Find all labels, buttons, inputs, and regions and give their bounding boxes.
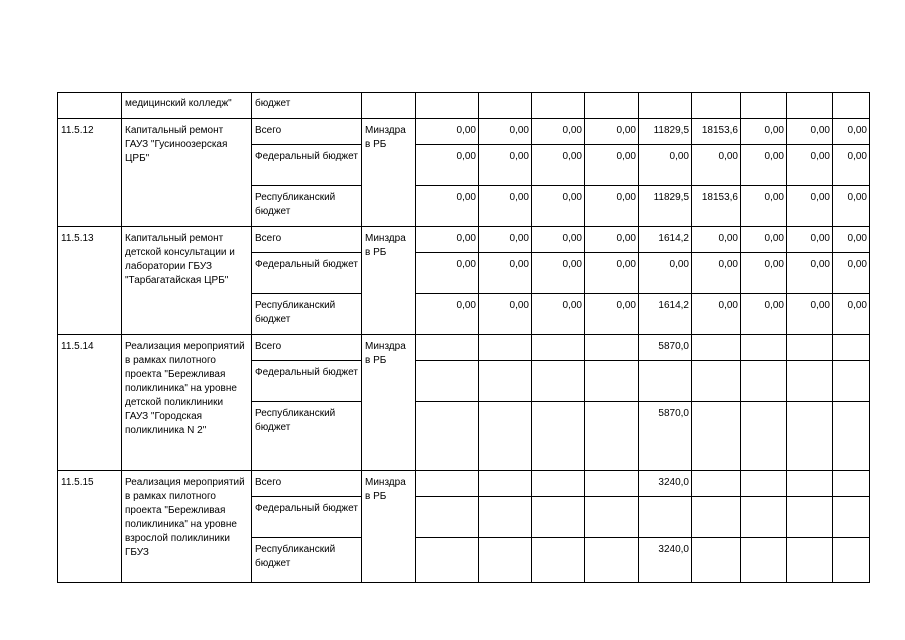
value-cell: 0,00 <box>741 227 787 253</box>
value-cell <box>479 471 532 497</box>
value-cell: 0,00 <box>416 119 479 145</box>
value-cell: 0,00 <box>692 253 741 294</box>
value-cell <box>692 402 741 471</box>
value-cell: 0,00 <box>741 119 787 145</box>
value-cell: 1614,2 <box>639 294 692 335</box>
value-cell <box>692 93 741 119</box>
value-cell: 0,00 <box>787 145 833 186</box>
value-cell: 11829,5 <box>639 186 692 227</box>
value-cell: 0,00 <box>833 145 870 186</box>
table-row <box>58 335 870 361</box>
value-cell <box>416 471 479 497</box>
value-cell <box>787 497 833 538</box>
measure-code-cell: 11.5.12 <box>58 119 122 227</box>
value-cell <box>532 335 585 361</box>
value-cell <box>416 497 479 538</box>
value-cell <box>585 538 639 583</box>
value-cell: 0,00 <box>741 186 787 227</box>
value-cell <box>362 93 416 119</box>
value-cell: 3240,0 <box>639 538 692 583</box>
executor-cell: Минздра в РБ <box>362 227 416 335</box>
value-cell <box>833 538 870 583</box>
value-cell <box>741 361 787 402</box>
value-cell <box>692 471 741 497</box>
value-cell: 0,00 <box>585 294 639 335</box>
table-row <box>58 227 870 253</box>
value-cell <box>787 402 833 471</box>
value-cell: 0,00 <box>585 186 639 227</box>
value-cell: 0,00 <box>741 294 787 335</box>
value-cell <box>532 471 585 497</box>
value-cell <box>532 402 585 471</box>
value-cell <box>416 402 479 471</box>
value-cell: 5870,0 <box>639 335 692 361</box>
value-cell <box>416 361 479 402</box>
table-row <box>58 119 870 145</box>
value-cell: 0,00 <box>532 119 585 145</box>
value-cell: 0,00 <box>639 253 692 294</box>
value-cell: 0,00 <box>479 253 532 294</box>
value-cell <box>692 361 741 402</box>
value-cell <box>787 361 833 402</box>
value-cell <box>585 471 639 497</box>
value-cell: 0,00 <box>833 119 870 145</box>
value-cell: 0,00 <box>416 145 479 186</box>
value-cell <box>692 335 741 361</box>
value-cell: 0,00 <box>479 227 532 253</box>
value-cell <box>639 93 692 119</box>
value-cell <box>585 335 639 361</box>
value-cell: 0,00 <box>833 186 870 227</box>
measure-name-cell: Реализация мероприятий в рамках пилотного проекта "Бережливая поликлиника" на уровне детской поликлиники ГАУЗ "Городская поликлиника N 2" <box>122 335 252 471</box>
value-cell: 0,00 <box>585 145 639 186</box>
value-cell: 18153,6 <box>692 119 741 145</box>
value-cell <box>585 497 639 538</box>
value-cell: 0,00 <box>787 186 833 227</box>
measure-code-cell: 11.5.15 <box>58 471 122 583</box>
value-cell: 0,00 <box>479 294 532 335</box>
value-cell: 0,00 <box>585 253 639 294</box>
value-cell <box>416 93 479 119</box>
value-cell <box>787 335 833 361</box>
value-cell: 3240,0 <box>639 471 692 497</box>
value-cell <box>741 497 787 538</box>
value-cell: 0,00 <box>692 294 741 335</box>
value-cell <box>741 93 787 119</box>
executor-cell: Минздра в РБ <box>362 471 416 583</box>
measure-code-cell: 11.5.14 <box>58 335 122 471</box>
value-cell: 0,00 <box>585 227 639 253</box>
funding-source-cell: Федеральный бюджет <box>252 361 362 402</box>
value-cell <box>532 361 585 402</box>
value-cell: 0,00 <box>833 253 870 294</box>
value-cell: 0,00 <box>787 294 833 335</box>
code-cell <box>58 93 122 119</box>
value-cell <box>833 93 870 119</box>
value-cell: 0,00 <box>639 145 692 186</box>
value-cell <box>585 93 639 119</box>
value-cell <box>833 497 870 538</box>
value-cell: 0,00 <box>692 227 741 253</box>
value-cell: 0,00 <box>585 119 639 145</box>
value-cell <box>585 402 639 471</box>
value-cell <box>585 361 639 402</box>
value-cell <box>741 538 787 583</box>
value-cell: 0,00 <box>416 186 479 227</box>
value-cell: 0,00 <box>416 294 479 335</box>
funding-source-cell: Всего <box>252 227 362 253</box>
value-cell: 0,00 <box>416 253 479 294</box>
value-cell <box>692 497 741 538</box>
value-cell: 0,00 <box>532 145 585 186</box>
value-cell <box>833 361 870 402</box>
table-row <box>58 471 870 497</box>
value-cell <box>833 402 870 471</box>
value-cell: 0,00 <box>479 145 532 186</box>
executor-cell: Минздра в РБ <box>362 335 416 471</box>
value-cell <box>787 538 833 583</box>
measure-code-cell: 11.5.13 <box>58 227 122 335</box>
funding-source-cell: Федеральный бюджет <box>252 145 362 186</box>
value-cell: 0,00 <box>532 186 585 227</box>
value-cell: 0,00 <box>741 145 787 186</box>
measure-name-cell: Реализация мероприятий в рамках пилотного проекта "Бережливая поликлиника" на уровне взрослой поликлиники ГБУЗ <box>122 471 252 583</box>
value-cell <box>479 335 532 361</box>
value-cell <box>639 497 692 538</box>
value-cell: 1614,2 <box>639 227 692 253</box>
value-cell: 5870,0 <box>639 402 692 471</box>
funding-source-cell: Республиканский бюджет <box>252 538 362 583</box>
value-cell <box>741 402 787 471</box>
value-cell <box>639 361 692 402</box>
funding-source-cell: бюджет <box>252 93 362 119</box>
value-cell: 18153,6 <box>692 186 741 227</box>
funding-source-cell: Всего <box>252 119 362 145</box>
funding-source-cell: Федеральный бюджет <box>252 253 362 294</box>
value-cell: 0,00 <box>833 294 870 335</box>
value-cell <box>833 471 870 497</box>
value-cell: 0,00 <box>787 253 833 294</box>
value-cell: 0,00 <box>479 186 532 227</box>
value-cell <box>416 538 479 583</box>
funding-source-cell: Всего <box>252 335 362 361</box>
funding-source-cell: Республиканский бюджет <box>252 402 362 471</box>
value-cell: 0,00 <box>787 227 833 253</box>
value-cell: 0,00 <box>741 253 787 294</box>
table-row <box>58 93 870 119</box>
value-cell: 0,00 <box>787 119 833 145</box>
measure-name-cell: Капитальный ремонт ГАУЗ "Гусиноозерская ЦРБ" <box>122 119 252 227</box>
budget-table <box>57 92 870 583</box>
executor-cell: Минздра в РБ <box>362 119 416 227</box>
value-cell: 0,00 <box>479 119 532 145</box>
funding-source-cell: Всего <box>252 471 362 497</box>
value-cell: 0,00 <box>532 294 585 335</box>
value-cell <box>479 402 532 471</box>
value-cell <box>787 471 833 497</box>
value-cell <box>416 335 479 361</box>
funding-source-cell: Республиканский бюджет <box>252 294 362 335</box>
value-cell <box>833 335 870 361</box>
value-cell <box>532 93 585 119</box>
value-cell <box>741 335 787 361</box>
measure-name-cell: медицинский колледж" <box>122 93 252 119</box>
value-cell <box>479 361 532 402</box>
funding-source-cell: Федеральный бюджет <box>252 497 362 538</box>
value-cell <box>741 471 787 497</box>
measure-name-cell: Капитальный ремонт детской консультации и лаборатории ГБУЗ "Тарбагатайская ЦРБ" <box>122 227 252 335</box>
value-cell: 0,00 <box>416 227 479 253</box>
value-cell <box>532 538 585 583</box>
value-cell: 11829,5 <box>639 119 692 145</box>
value-cell <box>692 538 741 583</box>
value-cell <box>479 538 532 583</box>
value-cell: 0,00 <box>532 253 585 294</box>
value-cell: 0,00 <box>532 227 585 253</box>
value-cell <box>479 497 532 538</box>
value-cell <box>787 93 833 119</box>
value-cell <box>479 93 532 119</box>
value-cell <box>532 497 585 538</box>
funding-source-cell: Республиканский бюджет <box>252 186 362 227</box>
value-cell: 0,00 <box>833 227 870 253</box>
value-cell: 0,00 <box>692 145 741 186</box>
